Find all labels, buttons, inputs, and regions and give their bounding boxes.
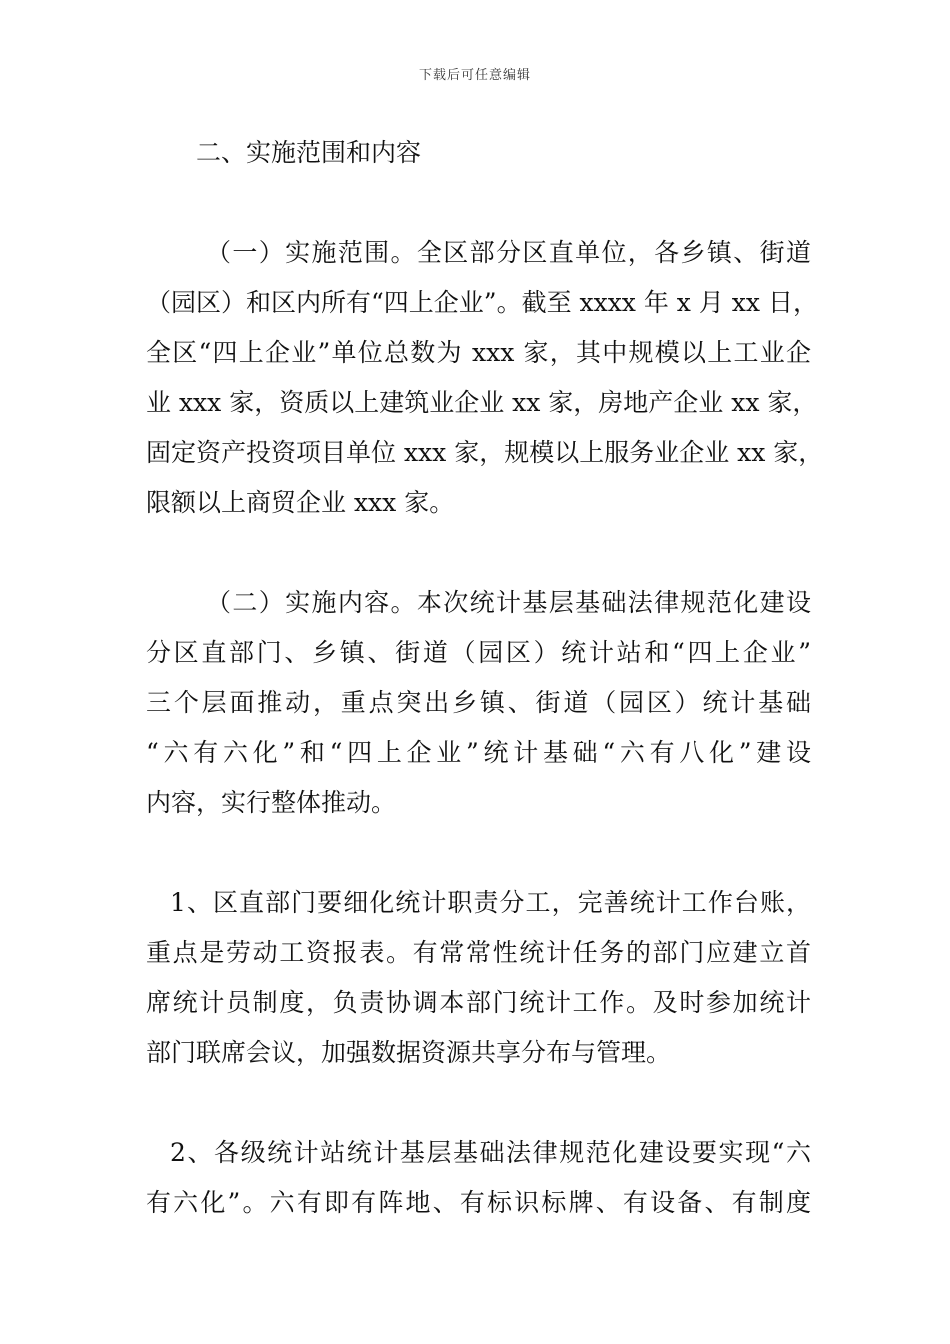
- paragraph-item-2: [146, 1128, 811, 1228]
- paragraph-gap: [146, 528, 811, 578]
- paragraph-line: （园区）和区内所有“四上企业”。截至 xxxx 年 x 月 xx 日，: [146, 288, 818, 317]
- paragraph-line: 全区“四上企业”单位总数为 xxx 家，其中规模以上工业企: [146, 338, 811, 367]
- paragraph-line: 内容，实行整体推动。: [146, 788, 397, 817]
- paragraph-line: “六有六化”和“四上企业”统计基础“六有八化”建设: [146, 738, 811, 767]
- paragraph-line: 固定资产投资项目单位 xxx 家，规模以上服务业企业 xx 家，: [146, 438, 824, 467]
- paragraph-gap: [146, 828, 811, 878]
- page-header-note: 下载后可任意编辑: [418, 68, 531, 83]
- paragraph-line: （一）实施范围。全区部分区直单位，各乡镇、街道: [206, 238, 811, 267]
- paragraph-scope: [146, 228, 824, 528]
- paragraph-line: 限额以上商贸企业 xxx 家。: [146, 488, 455, 517]
- paragraph-line: 重点是劳动工资报表。有常常性统计任务的部门应建立首: [146, 938, 811, 967]
- document-body: [146, 128, 824, 1228]
- paragraph-line: 席统计员制度，负责协调本部门统计工作。及时参加统计: [146, 988, 811, 1017]
- paragraph-line: 2、各级统计站统计基层基础法律规范化建设要实现“六: [170, 1138, 811, 1167]
- paragraph-line: 部门联席会议，加强数据资源共享分布与管理。: [146, 1038, 672, 1067]
- paragraph-line: 1、区直部门要细化统计职责分工，完善统计工作台账，: [170, 888, 811, 917]
- section-title: 二、实施范围和内容: [196, 138, 422, 167]
- paragraph-gap: [146, 178, 811, 228]
- paragraph-line: 分区直部门、乡镇、街道（园区）统计站和“四上企业”: [146, 638, 811, 667]
- paragraph-line: 有六化”。六有即有阵地、有标识标牌、有设备、有制度: [146, 1188, 811, 1217]
- paragraph-line: 业 xxx 家，资质以上建筑业企业 xx 家，房地产企业 xx 家，: [146, 388, 818, 417]
- paragraph-line: （二）实施内容。本次统计基层基础法律规范化建设: [206, 588, 811, 617]
- paragraph-content: [146, 578, 811, 828]
- paragraph-line: 三个层面推动，重点突出乡镇、街道（园区）统计基础: [146, 688, 811, 717]
- paragraph-gap: [146, 1078, 811, 1128]
- paragraph-item-1: [146, 878, 811, 1078]
